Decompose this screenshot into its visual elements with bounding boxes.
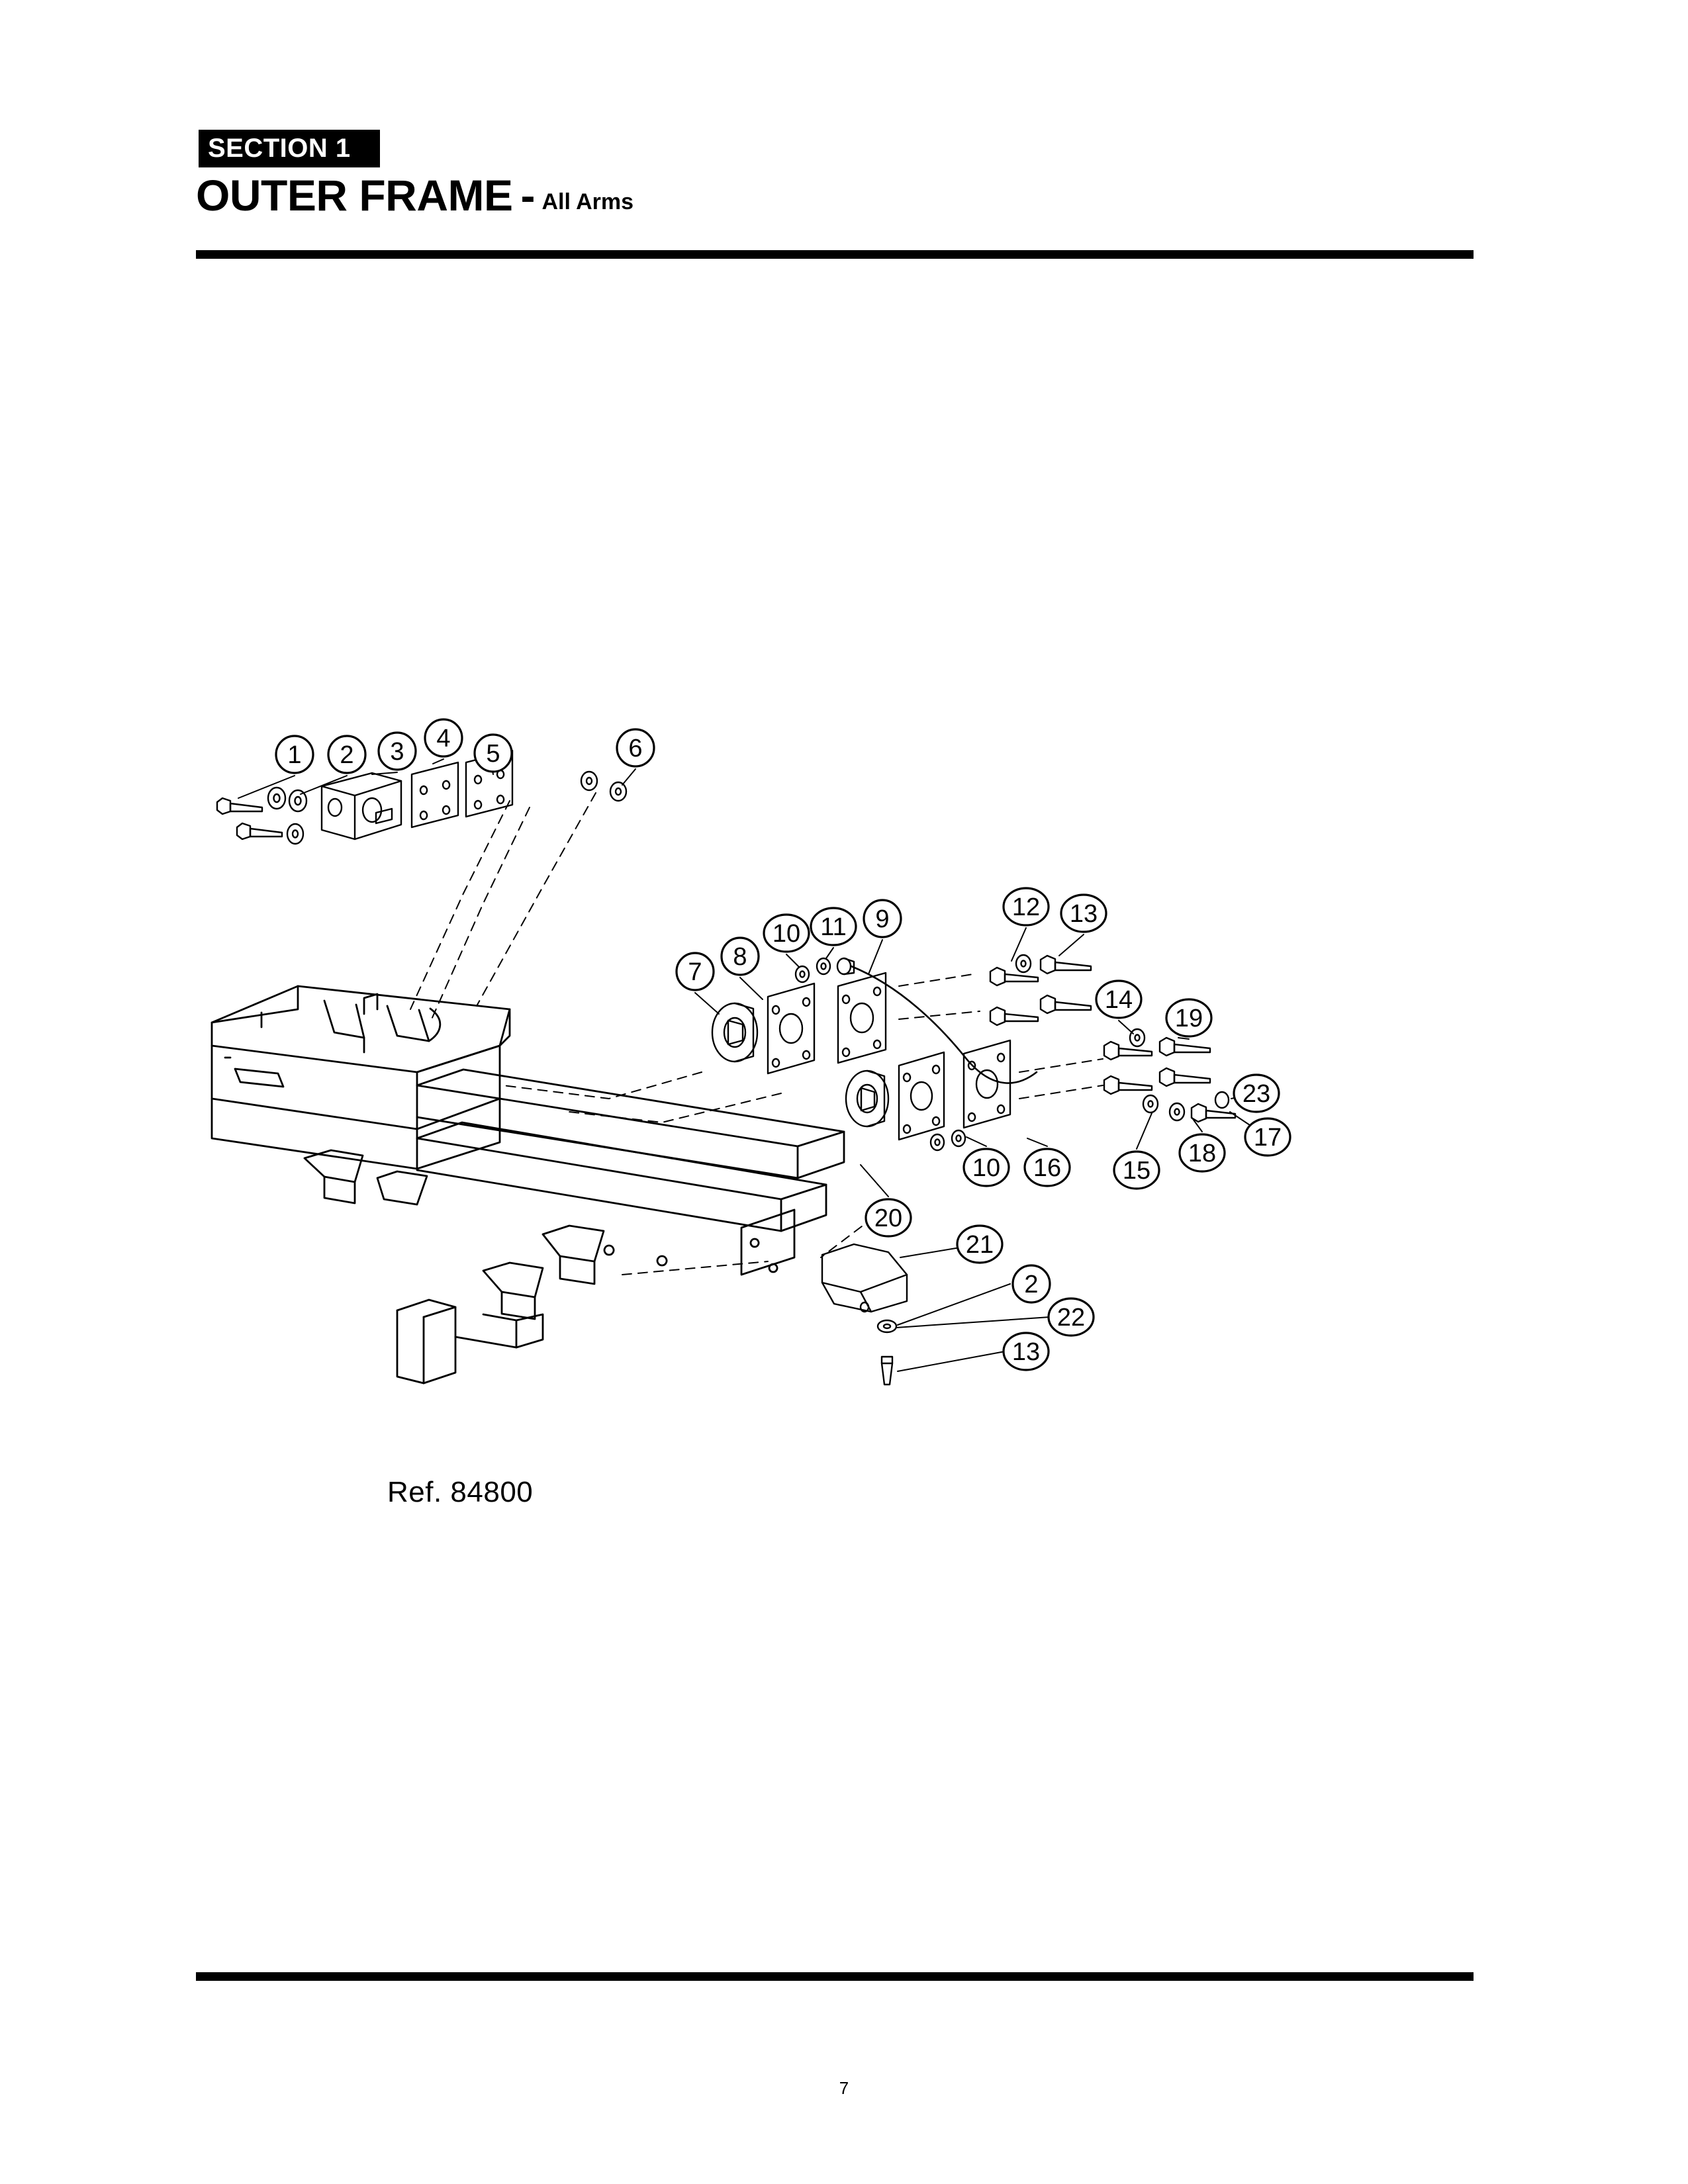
lower-bracket-group — [822, 1244, 907, 1385]
callout-number: 4 — [436, 725, 451, 752]
callout-number: 12 — [1011, 893, 1041, 921]
exploded-parts-diagram — [199, 675, 1476, 1707]
page-number: 7 — [839, 2078, 849, 2098]
callout-number: 7 — [688, 958, 702, 986]
callout-9 — [864, 900, 901, 937]
callout-number: 2 — [1024, 1271, 1039, 1298]
callout-bubbles — [276, 719, 1290, 1370]
callout-3 — [379, 733, 416, 770]
callout-number: 10 — [972, 1154, 1001, 1182]
outer-frame-body — [212, 986, 844, 1383]
callout-number: 14 — [1104, 986, 1133, 1014]
callout-12 — [1004, 888, 1049, 925]
callout-18 — [1180, 1134, 1225, 1171]
callout-number: 22 — [1056, 1304, 1086, 1332]
callout-15 — [1114, 1152, 1159, 1189]
callout-13a — [1061, 895, 1106, 932]
callout-number: 9 — [875, 905, 890, 933]
callout-number: 2 — [340, 741, 354, 769]
callout-2a — [328, 736, 365, 773]
title-dash: - — [520, 171, 536, 220]
callout-number: 21 — [965, 1231, 994, 1259]
callout-number: 10 — [772, 920, 801, 948]
footer-divider — [196, 1972, 1474, 1981]
callout-19 — [1166, 999, 1211, 1036]
fastener-group-lower-right — [1143, 1092, 1235, 1122]
callout-7 — [677, 953, 714, 990]
callout-16 — [1025, 1149, 1070, 1186]
callout-number: 3 — [390, 738, 404, 766]
callout-number: 16 — [1033, 1154, 1062, 1182]
callout-10a — [764, 915, 809, 952]
header-divider — [196, 250, 1474, 259]
callout-20 — [866, 1199, 911, 1236]
callout-8 — [722, 938, 759, 975]
callout-10b — [964, 1149, 1009, 1186]
ref-label: Ref. 84800 — [387, 1476, 534, 1508]
callout-6 — [617, 729, 654, 766]
page-title — [196, 171, 634, 220]
callout-number: 13 — [1011, 1338, 1041, 1366]
callout-number: 13 — [1069, 900, 1098, 928]
callout-23 — [1234, 1075, 1279, 1112]
hub-assembly-lower — [846, 1040, 1010, 1150]
callout-1 — [276, 736, 313, 773]
callout-number: 11 — [820, 913, 847, 941]
callout-11 — [811, 908, 856, 945]
callout-21 — [957, 1226, 1002, 1263]
callout-number: 23 — [1242, 1080, 1271, 1108]
callout-number: 1 — [287, 741, 302, 769]
callout-22 — [1049, 1298, 1094, 1336]
callout-2b — [1013, 1265, 1050, 1302]
callout-number: 5 — [486, 740, 500, 768]
callout-number: 18 — [1188, 1140, 1217, 1167]
callout-number: 8 — [733, 943, 747, 971]
callout-4 — [425, 719, 462, 756]
title-subtitle: All Arms — [541, 189, 634, 214]
callout-number: 6 — [628, 735, 643, 762]
callout-leaders — [238, 756, 1271, 1371]
title-main: OUTER FRAME — [196, 171, 513, 220]
callout-number: 20 — [874, 1205, 903, 1232]
callout-14 — [1096, 981, 1141, 1018]
callout-number: 17 — [1253, 1124, 1282, 1152]
callout-5 — [475, 735, 512, 772]
callout-17 — [1245, 1118, 1290, 1156]
callout-13b — [1004, 1333, 1049, 1370]
callout-number: 15 — [1122, 1157, 1151, 1185]
section-tag: SECTION 1 — [199, 130, 380, 167]
callout-number: 19 — [1174, 1005, 1203, 1032]
